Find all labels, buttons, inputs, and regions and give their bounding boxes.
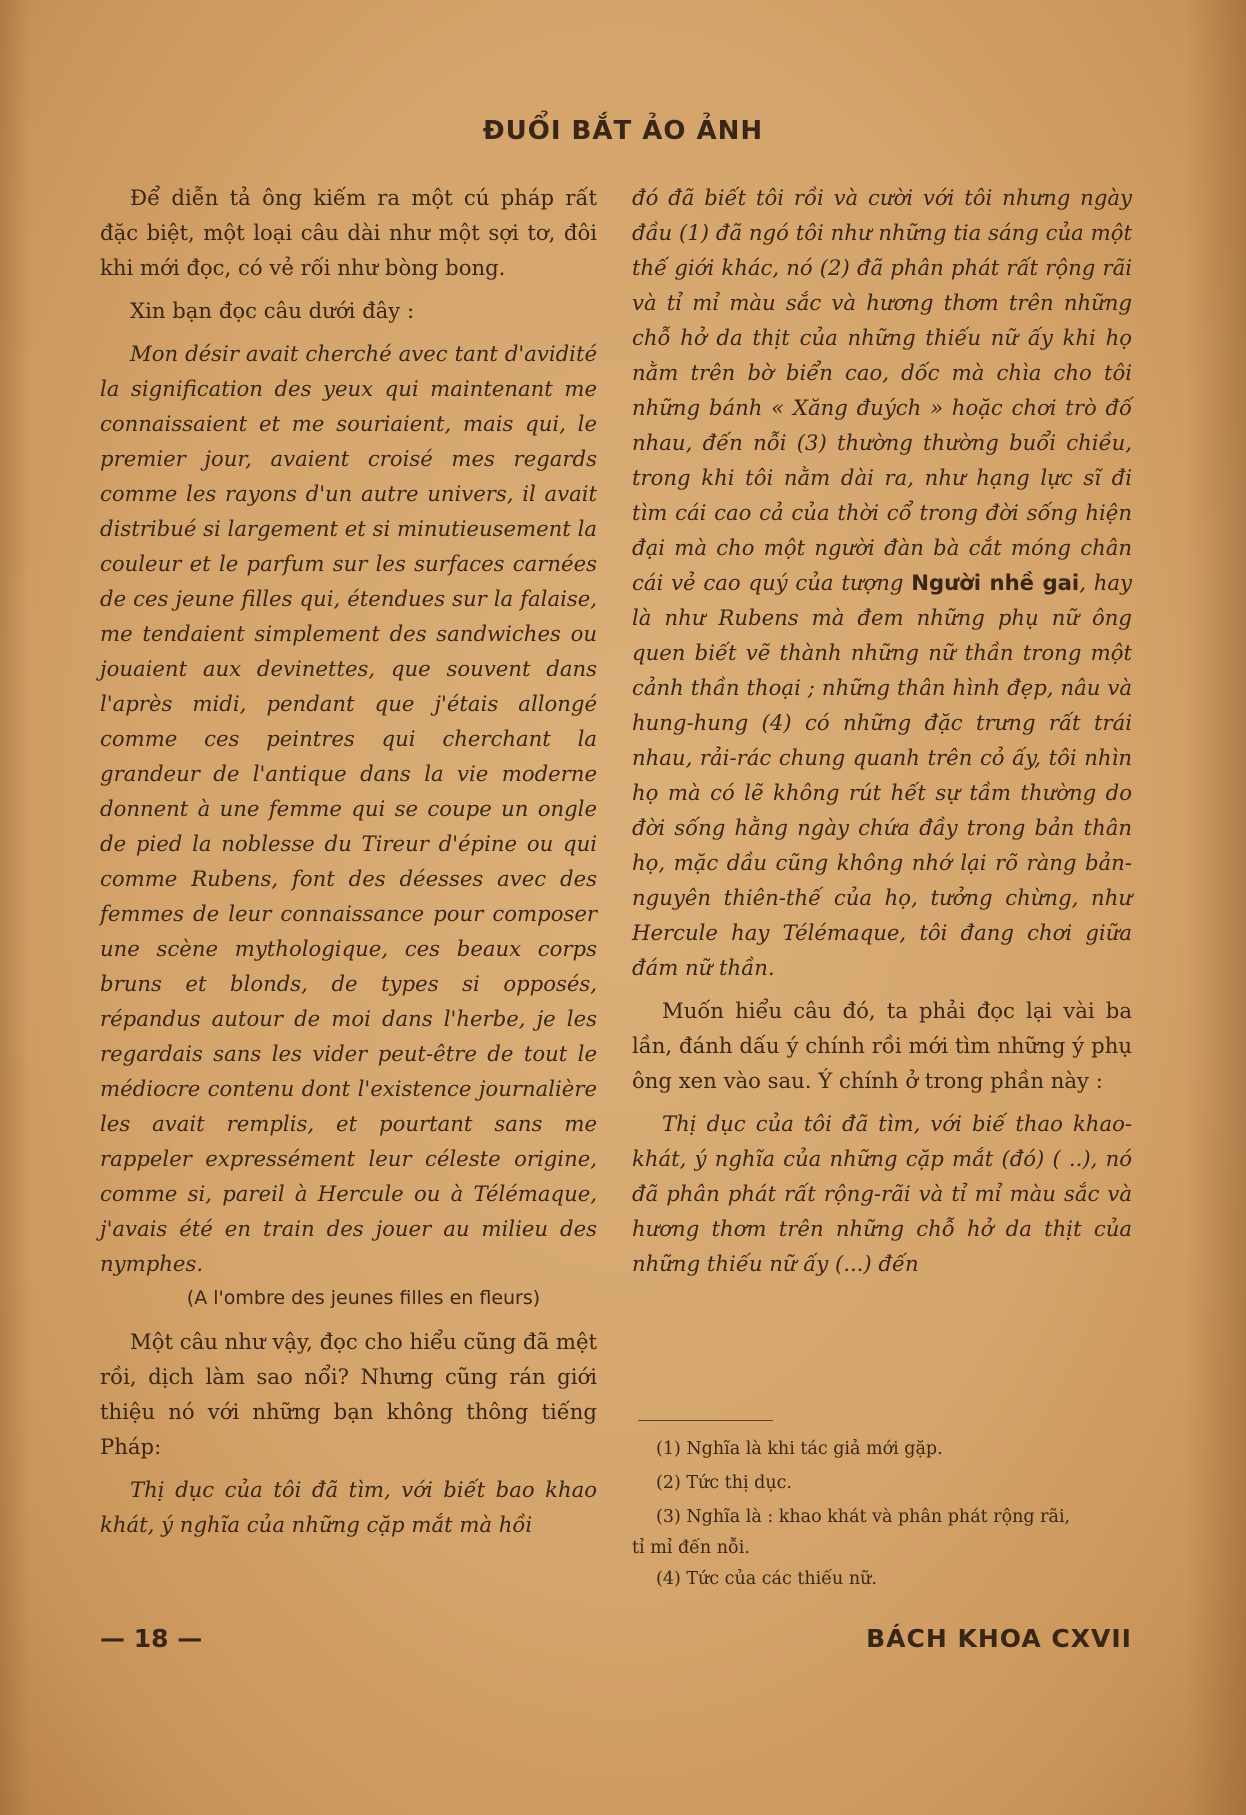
translation-start: Thị dục của tôi đã tìm, với biết bao khao khát, ý nghĩa của những cặp mắt mà hồi (100, 1477, 597, 1537)
footnote: (2) Tức thị dục. (656, 1473, 792, 1493)
page-number: — 18 — (100, 1624, 203, 1653)
footnotes (632, 1432, 1132, 1596)
paper-edge-shadow-right (1186, 0, 1246, 1815)
french-quote: Mon désir avait cherché avec tant d'avidité la signification des yeux qui maintenant me connaissaient et me souriaient, mais qui, le premier jour, avaient croisé mes regards comme les rayons d'un autre univers, il avait distribué si largement et si minutieusement la couleur et le parfum sur les surfaces carnées de ces jeune filles qui, étendues sur la falaise, me tendaient simplement des sandwiches ou jouaient aux devinettes, que souvent dans l'après midi, pendant que j'étais allongé comme ces peintres qui cherchant la grandeur de l'antique dans la vie moderne donnent à une femme qui se coupe un ongle de pied la noblesse du Tireur d'épine ou qui comme Rubens, font des déesses avec des femmes de leur connaissance pour composer une scène mythologique, ces beaux corps bruns et blonds, de types si opposés, répandus autour de moi dans l'herbe, je les regardais sans les vider peut-être de tout le médiocre contenu dont l'existence journalière les avait remplis, et pourtant sans me rappeler expressément leur céleste origine, comme si, pareil à Hercule ou à Télémaque, j'avais été en train des jouer au milieu des nymphes. (100, 341, 597, 1276)
issue-label: BÁCH KHOA CXVII (866, 1624, 1132, 1653)
running-header: ĐUỔI BẮT ẢO ẢNH (482, 116, 764, 146)
main-idea-quote: Thị dục của tôi đã tìm, với biế thao khao-khát, ý nghĩa của những cặp mắt (đó) ( ..), nó đã phân phát rất rộng-rãi và tỉ mỉ màu sắc và hương thơm trên những chỗ hở da thịt của những thiếu nữ ấy (...) đến (632, 1111, 1132, 1276)
paragraph: Một câu như vậy, đọc cho hiểu cũng đã mệt rồi, dịch làm sao nổi? Nhưng cũng rán giới thiệu nó với những bạn không thông tiếng Pháp: (100, 1329, 597, 1459)
paper-edge-shadow-left (0, 0, 30, 1815)
translation-text: đó đã biết tôi rồi và cười với tôi nhưng ngày đầu (1) đã ngó tôi như những tia sáng của một thế giới khác, nó (2) đã phân phát rất rộng rãi và tỉ mỉ màu sắc và hương thơm trên những chỗ hở da thịt của những thiếu nữ ấy khi họ nằm trên bờ biển cao, dốc mà chìa cho tôi những bánh « Xăng đuých » hoặc chơi trò đố nhau, đến nỗi (3) thường thường buổi chiều, trong khi tôi nằm dài ra, như hạng lực sĩ đi tìm cái cao cả của thời cổ trong đời sống hiện đại mà cho một người đàn bà cắt móng chân cái vẻ cao quý của tượng (632, 185, 1132, 595)
right-column (632, 180, 1132, 1281)
paragraph: Để diễn tả ông kiếm ra một cú pháp rất đặc biệt, một loại câu dài như một sợi tơ, đôi khi mới đọc, có vẻ rối như bòng bong. (100, 185, 597, 280)
translation-continued (632, 180, 1132, 985)
footnote-continued: tỉ mỉ đến nỗi. (632, 1538, 750, 1558)
translation-text: , hay là như Rubens mà đem những phụ nữ ông quen biết vẽ thành những nữ thần trong một cảnh thần thoại ; những thân hình đẹp, nâu và hung-hung (4) có những đặc trưng rất trái nhau, rải-rác chung quanh trên cỏ ấy, tôi nhìn họ mà có lẽ không rút hết sự tầm thường do đời sống hằng ngày chứa đầy trong bản thân họ, mặc dầu cũng không nhớ lại rõ ràng bản-nguyên thiên-thế của họ, tưởng chừng, như Hercule hay Télémaque, tôi đang chơi giữa đám nữ thần. (632, 570, 1132, 980)
footnote: (4) Tức của các thiếu nữ. (656, 1569, 877, 1589)
left-column (100, 180, 597, 1542)
footnote: (3) Nghĩa là : khao khát và phân phát rộng rãi, (656, 1507, 1071, 1527)
paragraph: Xin bạn đọc câu dưới đây : (130, 298, 415, 323)
paragraph: Muốn hiểu câu đó, ta phải đọc lại vài ba lần, đánh dấu ý chính rồi mới tìm những ý phụ ông xen vào sau. Ý chính ở trong phần này : (632, 998, 1132, 1093)
quote-source-caption: (A l'ombre des jeunes filles en fleurs) (186, 1287, 541, 1309)
footnote-rule (638, 1420, 773, 1421)
footnote: (1) Nghĩa là khi tác giả mới gặp. (656, 1439, 943, 1459)
statue-title: Người nhề gai (911, 570, 1080, 595)
